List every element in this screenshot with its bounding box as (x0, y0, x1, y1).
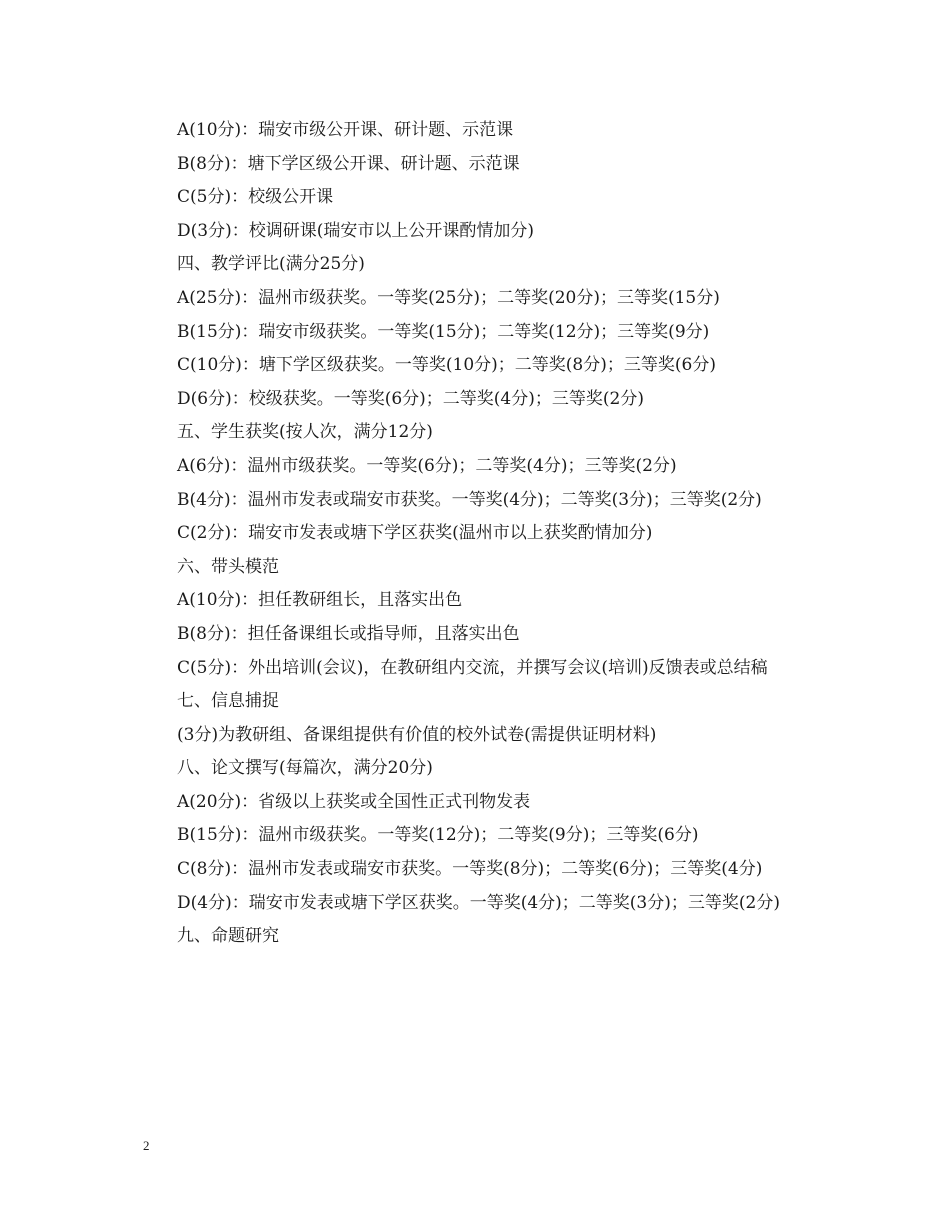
page-number: 2 (143, 1138, 150, 1153)
paragraph: C(5分)：校级公开课 (177, 187, 334, 208)
section-heading: 四、教学评比(满分25分) (177, 254, 365, 275)
paragraph: C(2分)：瑞安市发表或塘下学区获奖(温州市以上获奖酌情加分) (177, 523, 653, 544)
paragraph: B(15分)：温州市级获奖。一等奖(12分)；二等奖(9分)；三等奖(6分) (177, 825, 699, 846)
paragraph: D(6分)：校级获奖。一等奖(6分)；二等奖(4分)；三等奖(2分) (177, 388, 644, 409)
section-heading: 八、论文撰写(每篇次，满分20分) (177, 758, 433, 779)
paragraph: A(6分)：温州市级获奖。一等奖(6分)；二等奖(4分)；三等奖(2分) (177, 455, 677, 476)
paragraph: B(15分)：瑞安市级获奖。一等奖(15分)；二等奖(12分)；三等奖(9分) (177, 321, 710, 342)
document-body (143, 114, 815, 954)
paragraph: C(5分)：外出培训(会议)，在教研组内交流，并撰写会议(培训)反馈表或总结稿 (177, 657, 768, 678)
section-heading: 五、学生获奖(按人次，满分12分) (177, 422, 433, 443)
paragraph: A(25分)：温州市级获奖。一等奖(25分)；二等奖(20分)；三等奖(15分) (177, 287, 720, 308)
section-heading: 六、带头模范 (177, 556, 279, 577)
section-heading: 七、信息捕捉 (177, 691, 279, 712)
section-heading: 九、命题研究 (177, 926, 279, 947)
paragraph: A(20分)：省级以上获奖或全国性正式刊物发表 (177, 791, 531, 812)
paragraph: D(4分)：瑞安市发表或塘下学区获奖。一等奖(4分)；二等奖(3分)；三等奖(2分) (177, 892, 780, 913)
paragraph: D(3分)：校调研课(瑞安市以上公开课酌情加分) (177, 220, 534, 241)
paragraph: (3分)为教研组、备课组提供有价值的校外试卷(需提供证明材料) (177, 724, 657, 745)
paragraph: B(8分)：担任备课组长或指导师，且落实出色 (177, 623, 520, 644)
paragraph: A(10分)：瑞安市级公开课、研计题、示范课 (177, 120, 514, 140)
paragraph: B(4分)：温州市发表或瑞安市获奖。一等奖(4分)；二等奖(3分)；三等奖(2分) (177, 489, 762, 510)
paragraph: C(10分)：塘下学区级获奖。一等奖(10分)；二等奖(8分)；三等奖(6分) (177, 355, 716, 376)
paragraph: A(10分)：担任教研组长，且落实出色 (177, 590, 463, 611)
paragraph: C(8分)：温州市发表或瑞安市获奖。一等奖(8分)；二等奖(6分)；三等奖(4分) (177, 859, 763, 880)
paragraph: B(8分)：塘下学区级公开课、研计题、示范课 (177, 153, 520, 174)
